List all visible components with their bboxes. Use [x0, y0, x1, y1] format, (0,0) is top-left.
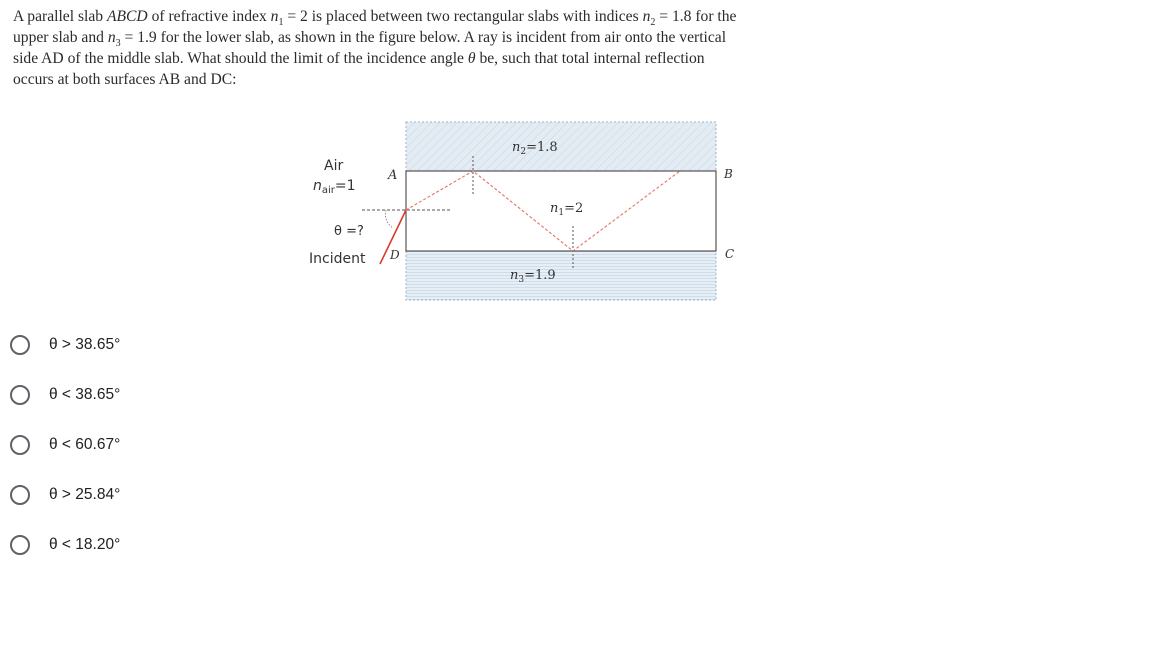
option-label[interactable]: θ < 18.20° — [49, 536, 121, 553]
upper-slab — [406, 122, 716, 171]
nair-label: $n_{air}=1$ — [313, 178, 356, 196]
theta-label: θ =? — [334, 224, 364, 239]
theta-arc — [385, 210, 393, 228]
radio-button[interactable] — [10, 435, 30, 455]
option-label[interactable]: θ < 38.65° — [49, 386, 121, 403]
option-label[interactable]: θ > 38.65° — [49, 336, 121, 353]
option-label[interactable]: θ < 60.67° — [49, 436, 121, 453]
radio-button[interactable] — [10, 385, 30, 405]
answer-option[interactable] — [10, 333, 120, 383]
slab-figure — [300, 118, 735, 308]
lower-slab — [406, 251, 716, 300]
corner-c-label: C — [725, 247, 735, 261]
answer-options — [10, 333, 120, 583]
option-label[interactable]: θ > 25.84° — [49, 486, 121, 503]
air-label: Air — [324, 158, 344, 174]
answer-option[interactable] — [10, 533, 120, 583]
radio-button[interactable] — [10, 535, 30, 555]
n1-label: $n_1=2$ — [550, 201, 584, 218]
answer-option[interactable] — [10, 433, 120, 483]
n3-label: $n_3=1.9$ — [510, 268, 556, 285]
answer-option[interactable] — [10, 383, 120, 433]
radio-button[interactable] — [10, 335, 30, 355]
question-text: A parallel slab ABCD of refractive index $n_1 = 2$ is placed between two rectangular slabs with indices $n_2 = 1.8$ for the upper slab and $n_3 = 1.9$ for the lower slab, as shown in the figure below. A ray is incident from air onto the vertical side AD of the middle slab. What should the limit of the incidence angle θ be, such that total internal reflection occurs at both surfaces AB and DC: — [13, 8, 737, 88]
incident-label: Incident — [309, 251, 366, 267]
corner-a-label: A — [388, 168, 398, 183]
answer-option[interactable] — [10, 483, 120, 533]
radio-button[interactable] — [10, 485, 30, 505]
n2-label: $n_2=1.8$ — [512, 140, 558, 157]
corner-d-label: D — [390, 248, 400, 262]
corner-b-label: B — [724, 167, 733, 181]
